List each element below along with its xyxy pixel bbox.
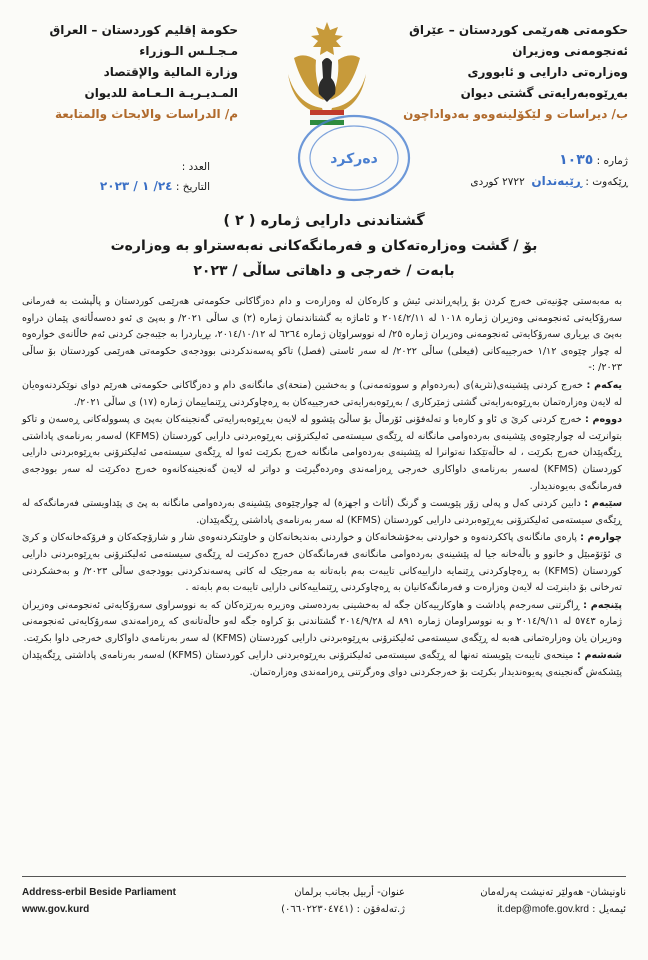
footer-email: it.dep@mofe.gov.krd [497,904,589,915]
footer-address-en: Address-erbil Beside Parliament [22,887,176,898]
ar-date-label: التاريخ : [175,181,210,193]
footer-english [22,884,176,918]
clause-2 [22,412,622,495]
document-body [22,294,622,683]
clause-6 [22,648,622,681]
reference-kurdish [378,150,628,192]
clause-text: خەرج کردنی پێشینەی(نثرية)ی (بەردەوام و سووتەمەنی) و بەخشین (منحة)ی مانگانەی دام و دەزگاکانی حکومەتی هەرێم دوای نوێکردنەوەیان لە لایەن وەزارەتمان بەڕێوەبەرایەتی گشتی ژمێرکاری / بەڕێوەبەرایەتی خەرجییەکان بە ڕەچاوکردنی ڕێنماییمان ژمارە (١٧) ی ساڵی ٢٠٢١/. [22,379,622,408]
document-titles [40,208,608,284]
clause-text: دابین کردنی کەل و پەلی زۆر پێویست و گرنگ (أثاث و اجهزة) لە چوارچێوەی پێشینەی بەردەوامی مانگانە بە پێ ی پێداویستی فەرمانگەکە لە ڕێگەی سیستەمی ئەلیکترۆنی بەڕێوەبردنی دارایی کوردستان (KFMS) لە سەر بەرنامەی پاداشتی ڕێگەپێدان. [22,498,622,526]
header-line: حكومة إقليم كوردستان – العراق [49,23,238,37]
clause-label: دووەم : [585,414,622,426]
footer-address-ar: عنوان- أربيل بجانب برلمان [294,887,405,898]
clause-text: خەرج کردنی کرێ ی ئاو و کارەبا و تەلەفۆنی ئۆرماڵ بۆ ساڵێ پێشوو لە لایەن بەڕێوەبەرایەتی گەنجینەکان بەپێ ی پسوولەکانی ڕەسەن و تاکو بتوانرێت لە چوارچێوەی پێشینەی بەردەوامی مانگانە لە ڕێگەی سیستەمی ئەلیکترۆنی بەڕێوەبردنی دارایی کوردستان (KFMS) لەسەر بەرنامەی پاداشتی ڕێگەپێدان خەرج بکرێت ، لە حاڵەتێکدا نەتوانرا لە پێشینەی بەردەوامی مانگانە خەرج بکرێت ئەوا لە ڕێگەی سیستەمی ئەلیکترۆنی بەڕێوەبردنی دارایی کوردستان (KFMS) لەسەر بەرنامەی داواکاری خەرجی ڕەزامەندی وەردەگیرێت و دواتر لە لایەن گەنجینەکانەوە خەرج دەکرێت لە سەر بوودجەی فەرمانگەی بەیوەندیدار. [22,414,622,492]
footer-phone: (٠٦٦٠٢٢٣٠٤٧٤١) [281,904,354,915]
header-line: وزارة المالية والإقتصاد [103,65,238,79]
number-value: ١٠٣٥ [559,152,594,168]
header-line: بەڕێوەبەرایەتی گشتی دیوان [460,86,628,100]
footer-kurdish [426,884,626,918]
clause-text: مینحەی تایبەت پێویستە تەنها لە ڕێگەی سیستەمی ئەلیکترۆنی بەڕێوەبردنی دارایی کوردستان (KFMS) لەسەر بەرنامەی پاداشتی ڕێگەپێدان پێشکەش گەنجینەی پەیوەندیدار بکرێت بۆ خەرجکردنی دوای وەرگرتنی ڕەزامەندی وەزارەتمان. [22,650,622,679]
header-department: ب/ دیراسات و لێکۆلینەوەو بەدواداچون [403,107,628,121]
clause-label: یەکەم : [586,379,622,391]
clause-3 [22,496,622,529]
clause-label: شەشەم : [576,650,622,662]
footer-phone-label: ژ.تەلەفۆن : [356,904,405,915]
footer-arabic [255,884,405,918]
footer-address-ku: ناونیشان- هەولێر تەنیشت پەرلەمان [480,887,626,898]
header-line: مـجـلـس الـوزراء [139,44,238,58]
clause-label: چوارەم : [580,532,622,544]
ar-date-value: ٢٤/ ١ / ٢٠٢٣ [99,179,173,193]
footer-website: www.gov.kurd [22,904,90,915]
document-recipient: بۆ / گشت وەزارەتەکان و فەرمانگەکانی نەبەستراو بە وەزارەت [110,238,538,254]
date-label: ڕێکەوت : [585,176,628,188]
header-arabic [28,20,238,125]
date-value: ڕێبەندان [531,174,583,188]
header-line: وەزارەتی دارایی و ئابووری [467,65,628,79]
stamp-text: دەرکرد [330,151,378,167]
intro-paragraph: بە مەبەستی چۆنیەتی خەرج کردن بۆ ڕاپەڕاندنی ئیش و کارەکان لە وەزارەت و دام دەزگاکانی حکومەتی هەرێمی کوردستان و پاڵپشت بە فەرمانی سەرۆکایەتی ئەنجومەنی وەزیران ژمارە ١٠١٨ لە ٢٠١٤/٢/١١ و ئاماژە بە گشتاندنمان ژمارە (٢) ی ساڵی ٢٠٢١/ و بەپێ ی ئەو دەسەڵاتەی پێمان دراوە بەپێ ی بڕیاری سەرۆکایەتی ئەنجومەنی وەزیران ژمارە ٢٥/ لە نووسراوێان ژمارە ٦٢٦٤ لە ٢٠١٤/١٠/١٢، بڕیاردرا بە جێبەجێ کردنی ئەم خاڵانەی خوارەوە لە چوار چێوەی ١/١٢ خەرجییەکانی (فیعلی) ساڵی ٢٠٢٢/ لە سەر ئاستی (فصل) تاکو پەسەندکردنی بوودجەی حکومەتی هەرێمی کوردستان بۆ ساڵی ٢٠٢٣/ :- [22,296,622,374]
reference-arabic [40,158,210,197]
footer-divider [22,876,626,877]
clause-4 [22,530,622,596]
clause-1 [22,378,622,411]
footer-email-label: ئیمەیل : [592,904,626,915]
clause-text: ڕاگرتنی سەرجەم پاداشت و هاوکارییەکان جگە لە بەخشینی بەردەستی وەزیرە بەرێزەکان کە بە نووسراوی سەرۆکایەتی ئەنجومەنی وەزیران ژمارە ٥٧٤٣ لە ٢٠١٤/٩/١١ و بە نووسراومان ژمارە ٨٩١ لە ٢٠١٤/٩/٢٨ گشتاندنی بۆ کراوە جگە لەو حاڵەتانەی کە ڕەزامەندی سەرۆکایەتی ئەنجومەنی وەزیران یان وەزارەتمانی هەبە لە ڕێگەی سیستەمی ئەلیکترۆنی بەڕێوەبردنی دارایی کوردستان (KFMS) لە سەر بەرنامەی داواکاری خەرجی داوا بکرێت. [22,599,623,644]
header-line: ئەنجومەنی وەزیران [512,44,628,58]
kurdi-year: ٢٧٢٢ کوردی [470,176,525,188]
header-department: م/ الدراسات والابحاث والمتابعة [55,107,238,121]
clause-label: پێنجەم : [583,599,622,611]
clause-text: پارەی مانگانەی پاککردنەوە و خواردنی بەخۆشخانەکان و خواردنی بەندیخانەکان و خاوێنکردنەوەی شار و شارۆچکەکان و فرۆکەخانەکان و کرێ ی ئۆتۆمبێل و خانوو و باڵەخانە جیا لە پێشینەی بەردەوامی مانگانەی فەرمانگەکان خەرج دەکرێت لە ڕێگەی سیستەمی ئەلیکترۆنی بەڕێوەبردنی دارایی کوردستان (KFMS) بە ڕەچاوکردنی ڕێنمایە داراییەکانی تایبەت بەم بابەتانە بە مەرجێک لە کاتی پەسەندکردنی بوودجەی ساڵی ٢٠٢٣/ و بەخشکردنی تەرخانی بۆ دابنرێت لە لایەن وەزارەت و فەرمانگەکانیان بە ڕەچاوکردنی ڕێنماییەکانی دارایی تایبەت بەم بابەتە . [22,532,622,594]
clause-5 [22,598,622,648]
header-kurdish [378,20,628,125]
header-line: حکومەتی هەرێمی کوردستان – عێراق [409,23,628,37]
number-label: ژمارە : [596,155,628,167]
header-line: المـديـريـة الـعـامة للديوان [84,86,238,100]
document-subject: بابەت / خەرجی و داهاتی ساڵی / ٢٠٢٣ [193,263,455,279]
document-title: گشتاندنی دارایی ژمارە ( ٢ ) [223,213,425,229]
ar-number-label: العدد : [181,161,210,173]
clause-label: سێیەم : [584,498,622,510]
